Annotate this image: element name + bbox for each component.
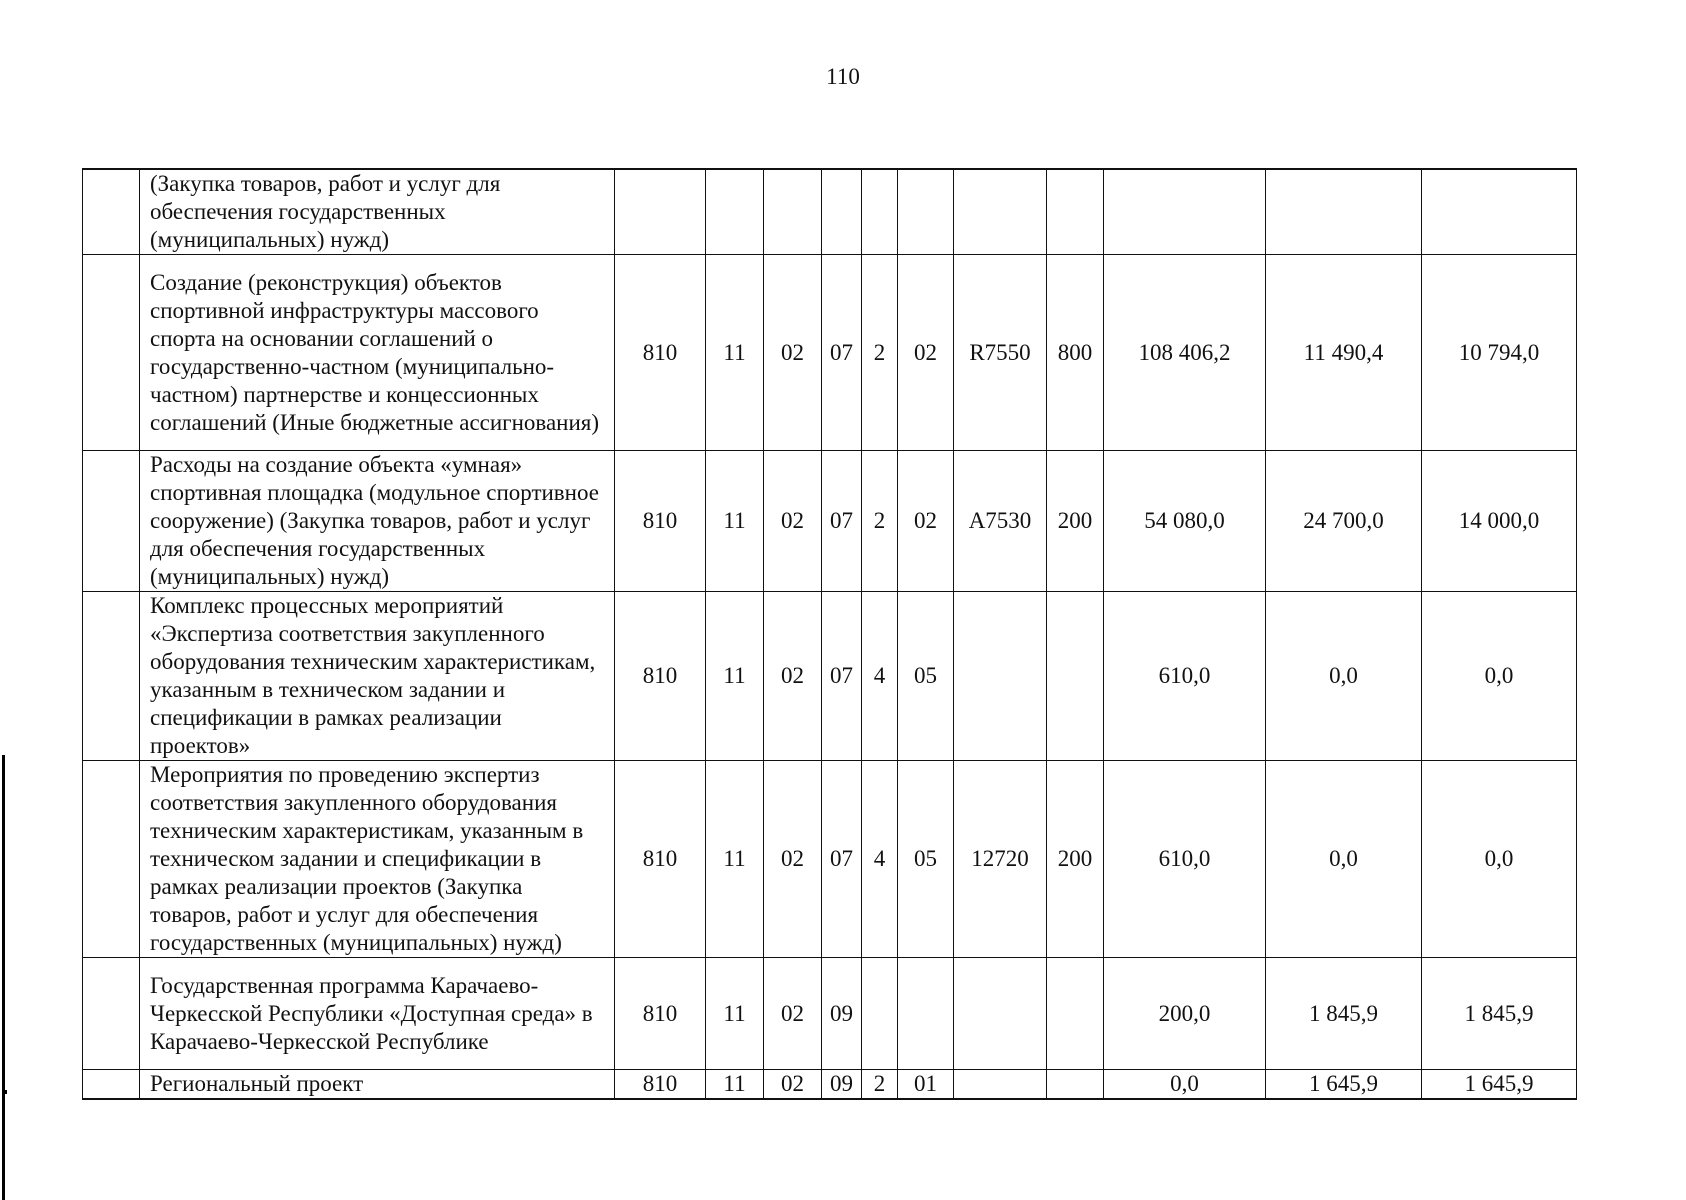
expense-type-cell: 200: [1047, 761, 1104, 958]
description-cell: Региональный проект: [140, 1070, 615, 1100]
amount-2-cell: 0,0: [1266, 592, 1422, 761]
subprogram-cell: [862, 958, 898, 1070]
subsection-cell: 02: [764, 592, 822, 761]
margin-scan-tick: [2, 1090, 7, 1094]
code-cell: 810: [615, 255, 706, 451]
amount-1-cell: 200,0: [1104, 958, 1266, 1070]
amount-3-cell: 0,0: [1422, 761, 1577, 958]
description-cell: Создание (реконструкция) объектов спортивной инфраструктуры массового спорта на основании соглашений о государственно-частном (муниципально-частном) партнерстве и концессионных соглашений (Иные бюджетные ассигнования): [140, 255, 615, 451]
subprogram-cell: 4: [862, 592, 898, 761]
amount-2-cell: 11 490,4: [1266, 255, 1422, 451]
target-cell: [954, 1070, 1047, 1100]
direction-cell: [898, 169, 954, 255]
program-cell: 07: [822, 592, 862, 761]
program-cell: 07: [822, 761, 862, 958]
table-row: [83, 451, 1577, 592]
description-cell: Государственная программа Карачаево-Черкесской Республики «Доступная среда» в Карачаево-Черкесской Республике: [140, 958, 615, 1070]
description-cell: Комплекс процессных мероприятий «Экспертиза соответствия закупленного оборудования техническим характеристикам, указанным в техническом задании и спецификации в рамках реализации проектов»: [140, 592, 615, 761]
subsection-cell: [764, 169, 822, 255]
direction-cell: 01: [898, 1070, 954, 1100]
program-cell: 09: [822, 1070, 862, 1100]
description-cell: (Закупка товаров, работ и услуг для обеспечения государственных (муниципальных) нужд): [140, 169, 615, 255]
amount-1-cell: 108 406,2: [1104, 255, 1266, 451]
row-number-cell: [83, 1070, 140, 1100]
amount-3-cell: [1422, 169, 1577, 255]
amount-2-cell: 0,0: [1266, 761, 1422, 958]
subprogram-cell: 2: [862, 1070, 898, 1100]
budget-table: [82, 168, 1577, 1100]
expense-type-cell: 200: [1047, 451, 1104, 592]
subsection-cell: 02: [764, 761, 822, 958]
subprogram-cell: 2: [862, 255, 898, 451]
direction-cell: [898, 958, 954, 1070]
table-row: [83, 592, 1577, 761]
section-cell: 11: [706, 592, 764, 761]
row-number-cell: [83, 169, 140, 255]
table-row: [83, 169, 1577, 255]
direction-cell: 05: [898, 592, 954, 761]
target-cell: 12720: [954, 761, 1047, 958]
direction-cell: 02: [898, 451, 954, 592]
row-number-cell: [83, 451, 140, 592]
code-cell: 810: [615, 592, 706, 761]
row-number-cell: [83, 592, 140, 761]
row-number-cell: [83, 255, 140, 451]
row-number-cell: [83, 761, 140, 958]
program-cell: 07: [822, 255, 862, 451]
program-cell: 09: [822, 958, 862, 1070]
target-cell: [954, 958, 1047, 1070]
code-cell: [615, 169, 706, 255]
subsection-cell: 02: [764, 1070, 822, 1100]
table-row: [83, 761, 1577, 958]
amount-2-cell: [1266, 169, 1422, 255]
table-row: [83, 1070, 1577, 1100]
code-cell: 810: [615, 761, 706, 958]
amount-1-cell: 0,0: [1104, 1070, 1266, 1100]
section-cell: 11: [706, 761, 764, 958]
direction-cell: 05: [898, 761, 954, 958]
margin-scan-bar: [2, 755, 5, 1200]
section-cell: 11: [706, 255, 764, 451]
amount-3-cell: 1 645,9: [1422, 1070, 1577, 1100]
description-cell: Расходы на создание объекта «умная» спортивная площадка (модульное спортивное сооружение) (Закупка товаров, работ и услуг для обеспечения государственных (муниципальных) нужд): [140, 451, 615, 592]
code-cell: 810: [615, 958, 706, 1070]
program-cell: 07: [822, 451, 862, 592]
amount-2-cell: 24 700,0: [1266, 451, 1422, 592]
subsection-cell: 02: [764, 958, 822, 1070]
amount-3-cell: 0,0: [1422, 592, 1577, 761]
target-cell: A7530: [954, 451, 1047, 592]
amount-3-cell: 10 794,0: [1422, 255, 1577, 451]
subsection-cell: 02: [764, 255, 822, 451]
subprogram-cell: 4: [862, 761, 898, 958]
amount-3-cell: 14 000,0: [1422, 451, 1577, 592]
amount-3-cell: 1 845,9: [1422, 958, 1577, 1070]
expense-type-cell: 800: [1047, 255, 1104, 451]
expense-type-cell: [1047, 1070, 1104, 1100]
subprogram-cell: [862, 169, 898, 255]
expense-type-cell: [1047, 958, 1104, 1070]
subprogram-cell: 2: [862, 451, 898, 592]
amount-1-cell: [1104, 169, 1266, 255]
section-cell: 11: [706, 451, 764, 592]
amount-1-cell: 610,0: [1104, 761, 1266, 958]
code-cell: 810: [615, 451, 706, 592]
amount-2-cell: 1 645,9: [1266, 1070, 1422, 1100]
target-cell: R7550: [954, 255, 1047, 451]
page-number: 110: [826, 64, 860, 89]
direction-cell: 02: [898, 255, 954, 451]
target-cell: [954, 169, 1047, 255]
section-cell: [706, 169, 764, 255]
amount-1-cell: 54 080,0: [1104, 451, 1266, 592]
table-row: [83, 958, 1577, 1070]
row-number-cell: [83, 958, 140, 1070]
subsection-cell: 02: [764, 451, 822, 592]
amount-1-cell: 610,0: [1104, 592, 1266, 761]
target-cell: [954, 592, 1047, 761]
program-cell: [822, 169, 862, 255]
section-cell: 11: [706, 1070, 764, 1100]
expense-type-cell: [1047, 169, 1104, 255]
table-row: [83, 255, 1577, 451]
code-cell: 810: [615, 1070, 706, 1100]
amount-2-cell: 1 845,9: [1266, 958, 1422, 1070]
expense-type-cell: [1047, 592, 1104, 761]
section-cell: 11: [706, 958, 764, 1070]
description-cell: Мероприятия по проведению экспертиз соответствия закупленного оборудования техническим характеристикам, указанным в техническом задании и спецификации в рамках реализации проектов (Закупка товаров, работ и услуг для обеспечения государственных (муниципальных) нужд): [140, 761, 615, 958]
